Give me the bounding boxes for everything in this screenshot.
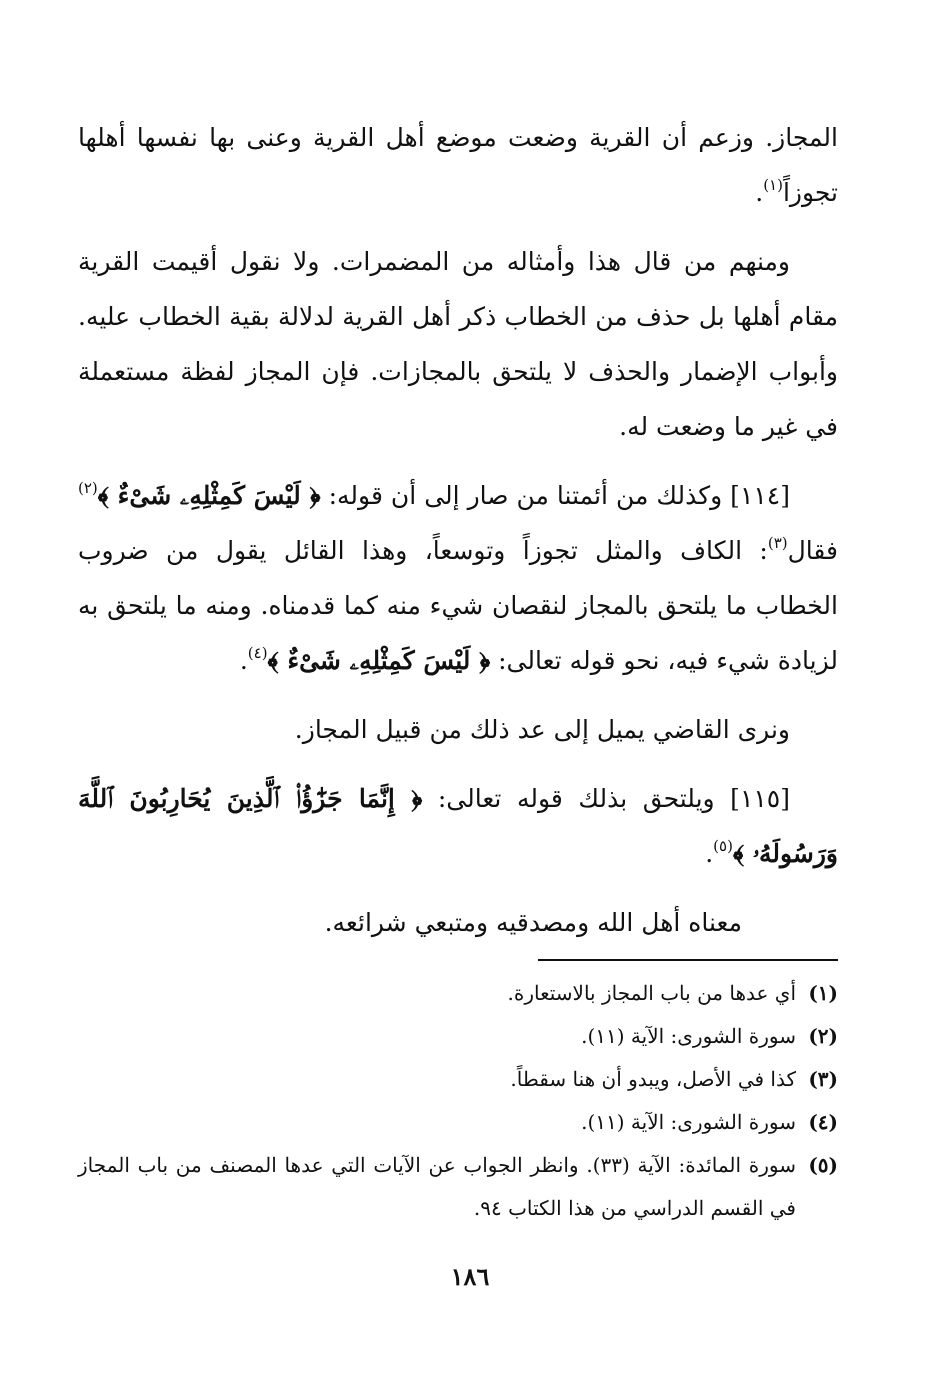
footnote-text: سورة المائدة: الآية (٣٣). وانظر الجواب عن الآيات التي عدها المصنف من باب المجاز في القسم الدراسي من هذا الكتاب ٩٤. — [78, 1153, 796, 1220]
paragraph-5-start: [١١٥] ويلتحق بذلك قوله تعالى: — [422, 784, 790, 813]
footnote-item — [78, 972, 838, 1015]
paragraph-1-tail: . — [755, 178, 764, 207]
footnote-text: سورة الشورى: الآية (١١). — [581, 1024, 796, 1048]
footnote-item — [78, 1015, 838, 1058]
paragraph-3-tail: . — [239, 646, 248, 675]
footnote-number: (٢) — [808, 1024, 838, 1048]
paragraph-5 — [78, 771, 838, 881]
footnote-item — [78, 1144, 838, 1230]
quran-verse-2: ﴿ لَيْسَ كَمِثْلِهِۦ شَىْءٌ ﴾ — [267, 646, 491, 675]
footnote-text: كذا في الأصل، ويبدو أن هنا سقطاً. — [510, 1067, 796, 1091]
footnote-number: (٥) — [808, 1153, 838, 1177]
quran-verse-1: ﴿ لَيْسَ كَمِثْلِهِۦ شَىْءٌ ﴾ — [97, 481, 321, 510]
paragraph-3-mid-2: : الكاف والمثل تجوزاً وتوسعاً، وهذا القائل يقول من ضروب الخطاب ما يلتحق بالمجاز لنقصان شيء منه كما قدمناه. ومنه ما يلتحق به لزيادة شيء فيه، نحو قوله تعالى: — [78, 536, 838, 675]
paragraph-1 — [78, 110, 838, 220]
page-number: ١٨٦ — [450, 1262, 490, 1291]
footnote-text: سورة الشورى: الآية (١١). — [581, 1110, 796, 1134]
paragraph-4 — [78, 702, 838, 757]
paragraph-3-start: [١١٤] وكذلك من أئمتنا من صار إلى أن قوله: — [320, 481, 790, 510]
footnotes — [78, 972, 838, 1230]
paragraph-4-text: ونرى القاضي يميل إلى عد ذلك من قبيل المجاز. — [294, 715, 790, 744]
footnote-text: أي عدها من باب المجاز بالاستعارة. — [507, 981, 796, 1005]
paragraph-3-mid-1: فقال — [787, 536, 838, 565]
footnote-item — [78, 1058, 838, 1101]
paragraph-1-text: المجاز. وزعم أن القرية وضعت موضع أهل القرية وعنى بها نفسها أهلها تجوزاً — [78, 123, 838, 207]
paragraph-5-tail: . — [705, 839, 714, 868]
paragraph-6-text: معناه أهل الله ومصدقيه ومتبعي شرائعه. — [324, 908, 742, 937]
footnote-divider — [538, 959, 838, 961]
main-text — [78, 110, 838, 950]
footnote-ref-3: (٣) — [767, 533, 788, 552]
footnote-ref-5: (٥) — [713, 836, 733, 855]
footnote-number: (١) — [808, 981, 838, 1005]
paragraph-3 — [78, 468, 838, 688]
footnote-ref-4: (٤) — [247, 643, 268, 662]
quran-verse-3: ﴿ إِنَّمَا جَزَٰٓؤُا۟ ٱلَّذِينَ يُحَارِبُونَ ٱللَّهَ وَرَسُولَهُۥ ﴾ — [78, 784, 838, 868]
footnote-item — [78, 1101, 838, 1144]
paragraph-2 — [78, 234, 838, 454]
footnote-ref-2: (٢) — [78, 478, 98, 497]
footnote-ref-1: (١) — [763, 175, 783, 194]
paragraph-6 — [78, 895, 838, 950]
footnote-number: (٣) — [808, 1067, 838, 1091]
footnote-number: (٤) — [808, 1110, 838, 1134]
paragraph-2-text: ومنهم من قال هذا وأمثاله من المضمرات. ولا نقول أقيمت القرية مقام أهلها بل حذف من الخطاب ذكر أهل القرية لدلالة بقية الخطاب عليه. وأبواب الإضمار والحذف لا يلتحق بالمجازات. فإن المجاز لفظة مستعملة في غير ما وضعت له. — [78, 247, 838, 441]
